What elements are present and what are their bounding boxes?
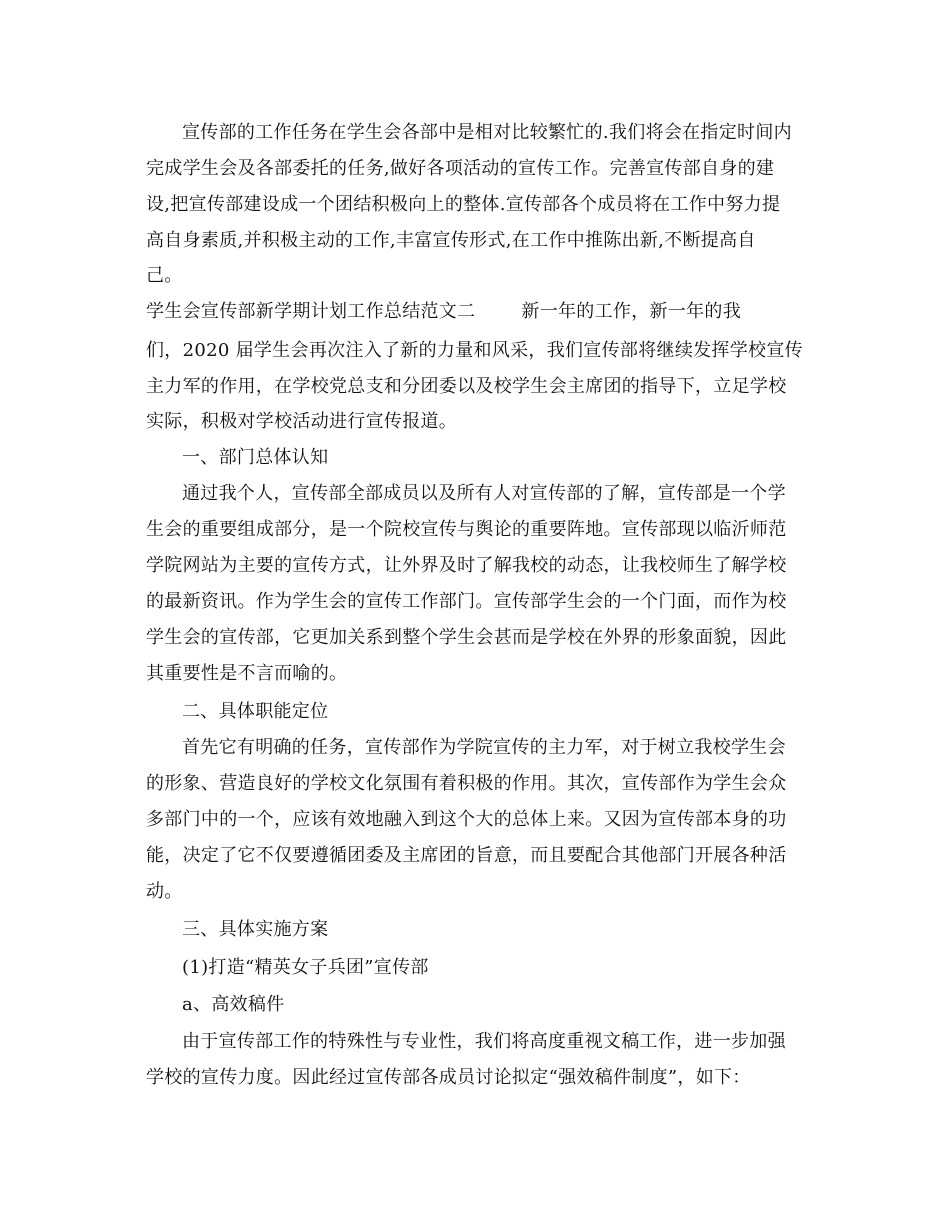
section3-item-a: a、高效稿件 bbox=[182, 994, 285, 1015]
section3-heading: 三、具体实施方案 bbox=[182, 919, 329, 940]
section1-line: 通过我个人，宣传部全部成员以及所有人对宣传部的了解，宣传部是一个学 bbox=[182, 483, 786, 504]
section1-line: 的最新资讯。作为学生会的宣传工作部门。宣传部学生会的一个门面，而作为校 bbox=[146, 591, 787, 612]
section1-heading: 一、部门总体认知 bbox=[182, 447, 329, 468]
section2-heading: 二、具体职能定位 bbox=[182, 701, 329, 722]
paragraph1-line: 宣传部的工作任务在学生会各部中是相对比较繁忙的.我们将会在指定时间内 bbox=[182, 122, 792, 143]
section3-subheading: (1)打造“精英女子兵团”宣传部 bbox=[182, 957, 429, 978]
section1-line: 其重要性是不言而喻的。 bbox=[146, 663, 348, 684]
paragraph2-line: 们，2020 届学生会再次注入了新的力量和风采，我们宣传部将继续发挥学校宣传 bbox=[146, 340, 803, 361]
section1-line: 学生会的宣传部，它更加关系到整个学生会甚而是学校在外界的形象面貌，因此 bbox=[146, 627, 787, 648]
paragraph2-line: 主力军的作用，在学校党总支和分团委以及校学生会主席团的指导下，立足学校 bbox=[146, 376, 787, 397]
paragraph1-line: 己。 bbox=[146, 265, 183, 286]
section3-line: 学校的宣传力度。因此经过宣传部各成员讨论拟定“强效稿件制度”，如下： bbox=[146, 1067, 751, 1088]
section2-line: 动。 bbox=[146, 881, 183, 902]
article-title: 学生会宣传部新学期计划工作总结范文二 bbox=[146, 301, 476, 322]
title-continuation: 新一年的工作，新一年的我 bbox=[521, 301, 742, 322]
paragraph1-line: 设,把宣传部建设成一个团结积极向上的整体.宣传部各个成员将在工作中努力提 bbox=[146, 194, 781, 215]
paragraph1-line: 完成学生会及各部委托的任务,做好各项活动的宣传工作。完善宣传部自身的建 bbox=[146, 158, 775, 179]
section2-line: 多部门中的一个，应该有效地融入到这个大的总体上来。又因为宣传部本身的功 bbox=[146, 809, 787, 830]
section1-line: 生会的重要组成部分，是一个院校宣传与舆论的重要阵地。宣传部现以临沂师范 bbox=[146, 519, 787, 540]
section2-line: 能，决定了它不仅要遵循团委及主席团的旨意，而且要配合其他部门开展各种活 bbox=[146, 845, 787, 866]
article-title-line bbox=[146, 302, 741, 322]
section2-line: 首先它有明确的任务，宣传部作为学院宣传的主力军，对于树立我校学生会 bbox=[182, 737, 786, 758]
paragraph2-line: 实际，积极对学校活动进行宣传报道。 bbox=[146, 411, 458, 432]
paragraph1-line: 高自身素质,并积极主动的工作,丰富宣传形式,在工作中推陈出新,不断提高自 bbox=[146, 230, 756, 251]
section3-line: 由于宣传部工作的特殊性与专业性，我们将高度重视文稿工作，进一步加强 bbox=[182, 1031, 786, 1052]
section2-line: 的形象、营造良好的学校文化氛围有着积极的作用。其次，宣传部作为学生会众 bbox=[146, 773, 787, 794]
section1-line: 学院网站为主要的宣传方式，让外界及时了解我校的动态，让我校师生了解学校 bbox=[146, 555, 787, 576]
